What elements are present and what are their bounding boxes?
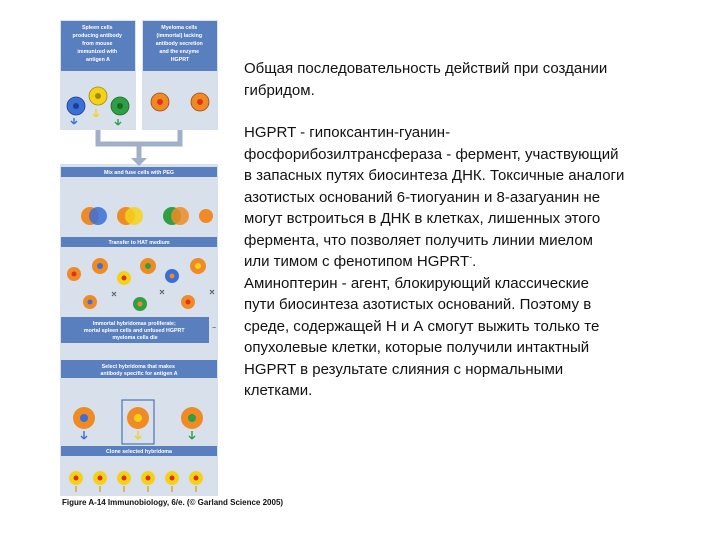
hybridoma-diagram bbox=[60, 20, 226, 498]
spleen-label-2: producing antibody bbox=[72, 33, 122, 39]
para-line-3: в запасных путях биосинтеза ДНК. Токсичные аналоги bbox=[244, 167, 625, 184]
myeloma-label-2: (immortal) lacking bbox=[156, 33, 203, 39]
select-label-1: Select hybridoma that makes bbox=[101, 364, 175, 370]
para-line-13: клетками. bbox=[244, 382, 313, 399]
slide-title bbox=[244, 58, 714, 101]
para-line-7-text: или тимом с фенотипом HGPRT bbox=[244, 253, 470, 270]
para-line-10: среде, содержащей Н и А смогут выжить только те bbox=[244, 317, 600, 335]
myeloma-label-4: and the enzyme bbox=[159, 49, 200, 55]
para-line-12: HGPRT в результате слияния с нормальными bbox=[244, 360, 564, 378]
para-line-5: могут встроиться в ДНК в клетках, лишенных этого bbox=[244, 210, 601, 227]
merge-arrow bbox=[98, 130, 180, 160]
para-line-7-end: . bbox=[472, 253, 477, 270]
svg-text:Select hybridoma that makes bbox=[100, 364, 177, 377]
title-line-2: гибридом. bbox=[244, 81, 315, 99]
hgprt-superscript: - bbox=[469, 252, 473, 262]
myeloma-label-3: antibody secretion bbox=[155, 41, 203, 47]
para-line-7 bbox=[244, 251, 714, 273]
para-line-9: пути биосинтеза азотистых оснований. Поэтому в bbox=[244, 296, 592, 313]
spleen-label-5: antigen A bbox=[86, 57, 110, 63]
spleen-label-4: immunized with bbox=[77, 49, 118, 55]
title-line-1: Общая последовательность действий при создании bbox=[244, 60, 608, 77]
proliferate-label-2: mortal spleen cells and unfused HGPRT bbox=[83, 328, 185, 334]
description-paragraph bbox=[244, 122, 714, 402]
select-label-2: antibody specific for antigen A bbox=[100, 371, 178, 377]
proliferate-label-3: myeloma cells die bbox=[112, 335, 158, 341]
clone-label: Clone selected hybridoma bbox=[106, 449, 172, 455]
hybridoma-figure bbox=[60, 20, 226, 498]
spleen-label-1: Spleen cells bbox=[81, 25, 113, 31]
para-line-6: фермента, что позволяет получить линии миелом bbox=[244, 231, 593, 249]
hat-label: Transfer to HAT medium bbox=[108, 240, 170, 246]
para-line-4: азотистых оснований 6-тиогуанин и 8-азагуанин не bbox=[244, 188, 601, 206]
myeloma-label-5: HGPRT bbox=[170, 57, 190, 63]
figure-caption: Figure A-14 Immunobiology, 6/e. (© Garland Science 2005) bbox=[62, 498, 284, 507]
text-block bbox=[244, 58, 714, 402]
para-line-11: опухолевые клетки, которые получили интактный bbox=[244, 339, 590, 356]
fuse-label: Mix and fuse cells with PEG bbox=[103, 170, 175, 176]
proliferate-label-1: Immortal hybridomas proliferate; bbox=[92, 321, 176, 327]
para-line-2: фосфорибозилтрансфераза - фермент, участвующий bbox=[244, 145, 619, 163]
para-line-8: Аминоптерин - агент, блокирующий классические bbox=[244, 274, 589, 292]
myeloma-label-1: Myeloma cells bbox=[161, 25, 198, 31]
proliferate-superscript: − bbox=[212, 325, 217, 332]
para-line-1: HGPRT - гипоксантин-гуанин- bbox=[244, 124, 451, 141]
spleen-label-3: from mouse bbox=[82, 41, 113, 47]
